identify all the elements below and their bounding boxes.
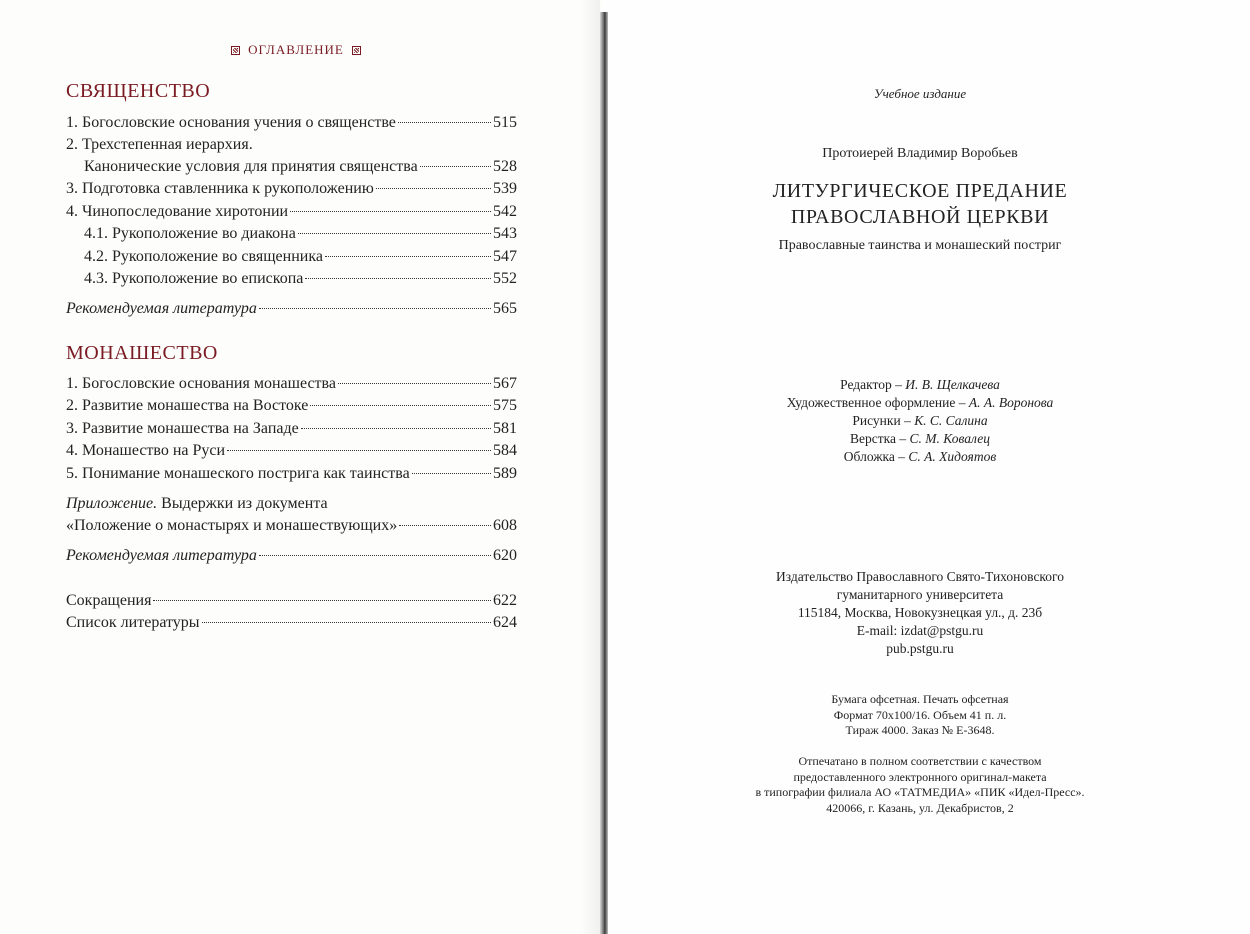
toc-entry-page: 567 (493, 375, 517, 392)
toc-entry-page: 565 (493, 300, 517, 317)
toc-entry-page: 539 (493, 180, 517, 197)
leader-dots (298, 233, 491, 234)
toc-entry-page: 608 (493, 517, 517, 534)
toc-entry-page: 589 (493, 465, 517, 482)
leader-dots (420, 166, 491, 167)
printer-line: в типографии филиала АО «ТАТМЕДИА» «ПИК «Идел-Пресс». (755, 785, 1085, 799)
toc-entry-literature[interactable] (66, 547, 517, 569)
title-line: ЛИТУРГИЧЕСКОЕ ПРЕДАНИЕ (772, 180, 1068, 202)
toc-entry[interactable] (84, 225, 517, 247)
toc-entry-page: 622 (493, 592, 517, 609)
title-line: ПРАВОСЛАВНОЙ ЦЕРКВИ (790, 206, 1050, 228)
leader-dots (227, 450, 491, 451)
toc-entry-text: Список литературы (66, 614, 200, 631)
toc-entry-page: 552 (493, 270, 517, 287)
toc-entry-page: 543 (493, 225, 517, 242)
toc-entry-text: 4.1. Рукоположение во диакона (84, 225, 296, 242)
spec-line: Бумага офсетная. Печать офсетная (831, 692, 1009, 706)
toc-entry-text: 4.2. Рукоположение во священника (84, 248, 323, 265)
toc-entry-text: 1. Богословские основания учения о священстве (66, 114, 396, 131)
ornament-icon (352, 46, 361, 55)
toc-entry[interactable] (84, 158, 517, 180)
publisher-email: E-mail: izdat@pstgu.ru (856, 623, 984, 638)
toc-entry[interactable] (66, 420, 517, 442)
toc-entry-text: 1. Богословские основания монашества (66, 375, 336, 392)
credit-line (620, 412, 1220, 430)
toc-entry-page: 584 (493, 442, 517, 459)
credit-line (620, 430, 1220, 448)
credit-role: Обложка – (843, 449, 909, 464)
leader-dots (305, 278, 491, 279)
toc-entry-text: 3. Подготовка ставленника к рукоположению (66, 180, 374, 197)
leader-dots (153, 600, 491, 601)
credit-name: К. С. Салина (914, 413, 988, 428)
publisher-block (620, 568, 1220, 658)
leader-dots (399, 525, 491, 526)
leader-dots (290, 211, 491, 212)
toc-entry[interactable] (66, 114, 517, 136)
toc-entry[interactable] (66, 203, 517, 225)
leader-dots (398, 122, 491, 123)
toc-entry[interactable] (66, 136, 253, 154)
spec-line: Тираж 4000. Заказ № Е-3648. (845, 723, 995, 737)
leader-dots (338, 383, 491, 384)
toc-entry-page: 620 (493, 547, 517, 564)
toc-entry-text: «Положение о монастырях и монашествующих» (66, 517, 398, 534)
toc-entry[interactable] (66, 614, 517, 636)
appendix-line1: Выдержки из документа (157, 495, 328, 512)
toc-entry-page: 624 (493, 614, 517, 631)
section-title-monasticism: МОНАШЕСТВО (66, 342, 218, 364)
print-specs-block (620, 692, 1220, 739)
toc-entry-text: Рекомендуемая литература (66, 300, 257, 317)
toc-entry[interactable] (66, 465, 517, 487)
printer-line: 420066, г. Казань, ул. Декабристов, 2 (826, 800, 1014, 815)
credit-name: С. М. Ковалец (909, 431, 990, 446)
printer-block (620, 754, 1220, 816)
toc-entry[interactable] (66, 442, 517, 464)
leader-dots (301, 428, 491, 429)
toc-entry-text: 2. Трехстепенная иерархия. (66, 136, 253, 153)
credit-line (620, 376, 1220, 394)
credit-line (620, 394, 1220, 412)
leader-dots (310, 405, 491, 406)
leader-dots (376, 188, 491, 189)
credit-role: Редактор – (840, 377, 906, 392)
credit-name: С. А. Хидоятов (908, 449, 997, 464)
toc-entry-text: 5. Понимание монашеского пострига как таинства (66, 465, 410, 482)
toc-entry-text: 4. Монашество на Руси (66, 442, 226, 459)
leader-dots (325, 256, 491, 257)
toc-entry[interactable] (66, 180, 517, 202)
credits-block (620, 376, 1220, 466)
edition-type: Учебное издание (873, 86, 967, 101)
toc-entry-text: 3. Развитие монашества на Западе (66, 420, 299, 437)
toc-entry[interactable] (84, 270, 517, 292)
toc-entry-text: Сокращения (66, 592, 152, 609)
toc-entry-text: 4.3. Рукоположение во епископа (84, 270, 304, 287)
credit-name: А. А. Воронова (968, 395, 1054, 410)
credit-role: Верстка – (850, 431, 910, 446)
book-title (620, 178, 1220, 230)
toc-entry-page: 575 (493, 397, 517, 414)
toc-entry[interactable] (66, 592, 517, 614)
toc-entry-page: 581 (493, 420, 517, 437)
toc-entry[interactable] (84, 248, 517, 270)
publisher-line: Издательство Православного Свято-Тихоновского (775, 569, 1065, 584)
leader-dots (259, 555, 491, 556)
credit-name: И. В. Щелкачева (905, 377, 1000, 392)
toc-entry[interactable] (66, 397, 517, 419)
toc-entry-text: 2. Развитие монашества на Востоке (66, 397, 309, 414)
toc-entry[interactable] (66, 517, 517, 539)
publisher-website: pub.pstgu.ru (886, 641, 954, 656)
section-title-priesthood: СВЯЩЕНСТВО (66, 80, 211, 102)
leader-dots (259, 308, 491, 309)
toc-entry[interactable] (66, 375, 517, 397)
toc-header-label: ОГЛАВЛЕНИЕ (248, 42, 344, 57)
publisher-line: гуманитарного университета (836, 587, 1004, 602)
leader-dots (202, 622, 491, 623)
ornament-icon (231, 46, 240, 55)
toc-entry-text: Канонические условия для принятия священства (84, 158, 418, 175)
toc-entry-literature[interactable] (66, 300, 517, 322)
book-subtitle: Православные таинства и монашеский постриг (778, 238, 1062, 253)
credit-role: Рисунки – (852, 413, 915, 428)
publisher-address: 115184, Москва, Новокузнецкая ул., д. 23б (797, 605, 1043, 620)
credit-line (620, 448, 1220, 466)
book-spine (600, 12, 608, 934)
leader-dots (412, 473, 491, 474)
toc-entry-page: 515 (493, 114, 517, 131)
printer-line: Отпечатано в полном соответствии с качеством (798, 754, 1042, 768)
toc-header (226, 40, 366, 60)
toc-appendix[interactable] (66, 495, 328, 513)
appendix-label: Приложение. (66, 495, 158, 512)
credit-role: Художественное оформление – (786, 395, 969, 410)
toc-entry-page: 528 (493, 158, 517, 175)
toc-entry-text: 4. Чинопоследование хиротонии (66, 203, 289, 220)
toc-entry-page: 542 (493, 203, 517, 220)
gutter-shadow (580, 0, 600, 934)
author-name: Протоиерей Владимир Воробьев (822, 146, 1018, 161)
toc-entry-text: Рекомендуемая литература (66, 547, 257, 564)
spec-line: Формат 70x100/16. Объем 41 п. л. (833, 707, 1007, 722)
toc-entry-page: 547 (493, 248, 517, 265)
printer-line: предоставленного электронного оригинал-макета (793, 769, 1047, 784)
